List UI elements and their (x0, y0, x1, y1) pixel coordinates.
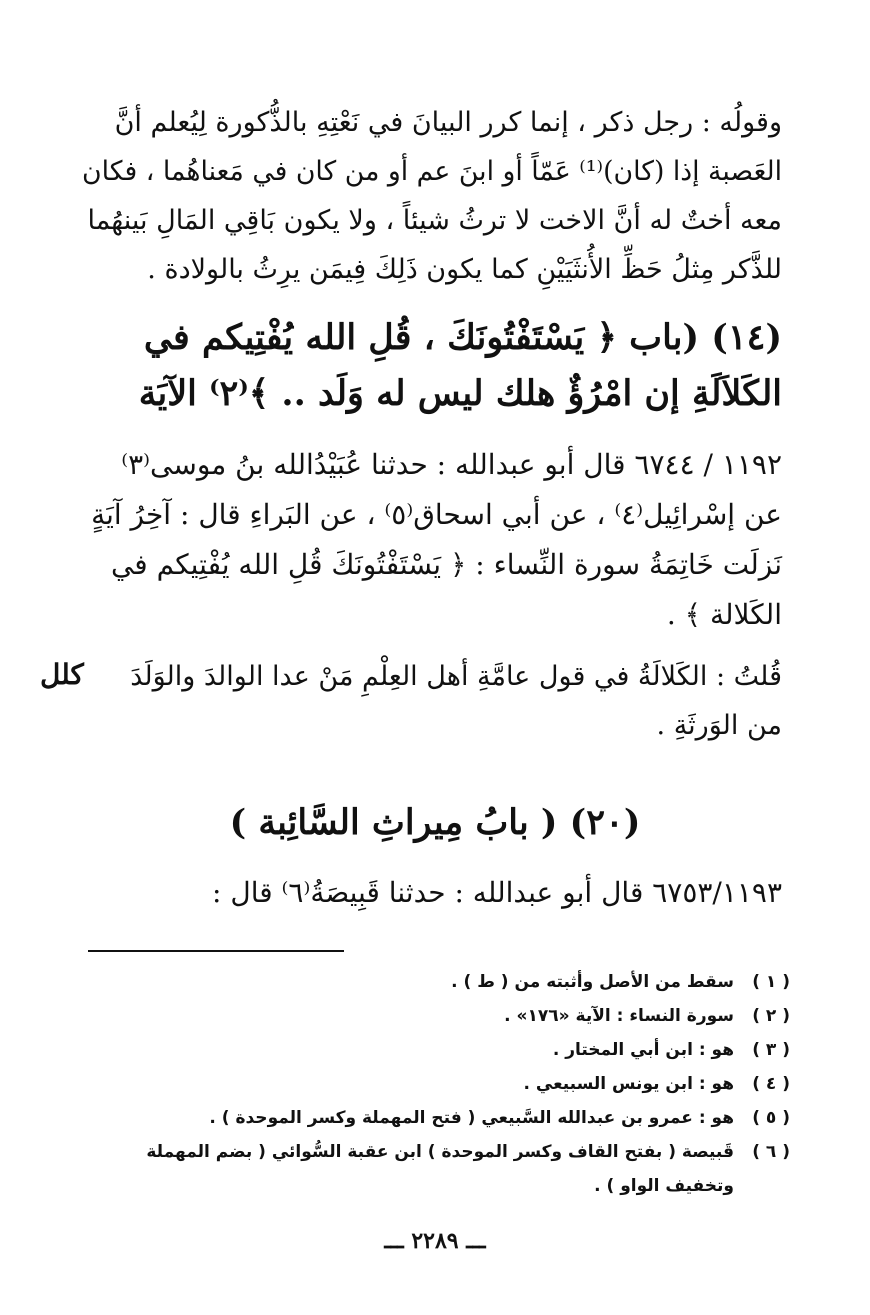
footnote-text: هو : ابن أبي المختار . (552, 1040, 734, 1060)
footnote-item (140, 999, 790, 1033)
hadith-line: عن إسْرائِيل⁽٤⁾ ، عن أبي اسحاق⁽٥⁾ ، عن البَراءِ قال : آخِرُ آيَةٍ (91, 498, 782, 531)
footnote-text: قَبيصة ( بفتح القاف وكسر الموحدة ) ابن عقبة السُّوائي ( بضم المهملة وتخفيف الواو ) . (146, 1142, 734, 1196)
footnote-item (140, 965, 790, 999)
paragraph-line: للذَّكر مِثلُ حَظِّ الأُنثَيَيْنِ كما يكون ذَلِكَ فِيمَن يرِثُ بالولادة . (147, 254, 782, 285)
hadith-1192 (82, 440, 782, 640)
hadith-1193 (82, 868, 782, 918)
commentary-line: من الوَرثَةِ . (656, 710, 782, 741)
footnote-item (140, 1067, 790, 1101)
commentary-paragraph (82, 652, 782, 750)
footnote-number: ( ١ ) (752, 972, 790, 992)
hadith-line: نَزلَت خَاتِمَةُ سورة النِّساء : ﴿ يَسْتَفْتُونَكَ قُلِ الله يُفْتِيكم في (110, 548, 782, 581)
chapter-heading-20: (٢٠) ( بابُ مِيراثِ السَّائِبة ) (229, 802, 641, 843)
footnote-number: ( ٦ ) (752, 1142, 790, 1162)
paragraph-line: وقولُه : رجل ذكر ، إنما كرر البيانَ في نَعْتِهِ بالذُّكورة لِيُعلم أنَّ (114, 107, 782, 138)
footnotes-list (140, 965, 790, 1203)
footnote-number: ( ٥ ) (752, 1108, 790, 1128)
hadith-line: ١١٩٢ / ٦٧٤٤ قال أبو عبدالله : حدثنا عُبَيْدُالله بنُ موسى⁽٣⁾ (121, 448, 782, 481)
heading-line: (١٤) (باب ﴿ يَسْتَفْتُونَكَ ، قُلِ الله يُفْتِيكم في (143, 317, 782, 358)
footnote-number: ( ٢ ) (752, 1006, 790, 1026)
margin-keyword: كلل (40, 658, 84, 691)
heading-line: الكَلاَلَةِ إن امْرُؤٌ هلك ليس له وَلَد .. ﴾⁽٢⁾ الآيَة (138, 373, 782, 414)
hadith-line: ٦٧٥٣/١١٩٣ قال أبو عبدالله : حدثنا قَبِيصَةُ⁽٦⁾ قال : (212, 876, 782, 909)
paragraph-line: العَصبة إذا (كان)⁽¹⁾ عَمّاً أو ابنَ عم أو من كان في مَعناهُما ، فكان (82, 156, 782, 187)
footnote-number: ( ٣ ) (752, 1040, 790, 1060)
footnote-text: هو : عمرو بن عبدالله السَّبيعي ( فتح المهملة وكسر الموحدة ) . (209, 1108, 734, 1128)
footnote-item (140, 1101, 790, 1135)
footnote-item (140, 1033, 790, 1067)
chapter-heading-14 (82, 310, 782, 422)
opening-paragraph (82, 98, 782, 294)
hadith-line: الكَلالة ﴾ . (666, 598, 782, 631)
paragraph-line: معه أختٌ له أنَّ الاخت لا ترثُ شيئاً ، ولا يكون بَاقِي المَالِ بَينهُما (87, 205, 782, 236)
footnote-text: سقط من الأصل وأثبته من ( ط ) . (451, 972, 734, 992)
commentary-line: قُلتُ : الكَلالَةُ في قول عامَّةِ أهل العِلْمِ مَنْ عدا الوالدَ والوَلَدَ (130, 661, 782, 692)
footnote-number: ( ٤ ) (752, 1074, 790, 1094)
footnote-text: سورة النساء : الآية «١٧٦» . (504, 1006, 734, 1026)
footnote-divider (88, 950, 344, 952)
page-number: ـــ ٢٢٨٩ ـــ (384, 1228, 486, 1254)
footnote-text: هو : ابن يونس السبيعي . (523, 1074, 734, 1094)
footnote-item (140, 1135, 790, 1203)
